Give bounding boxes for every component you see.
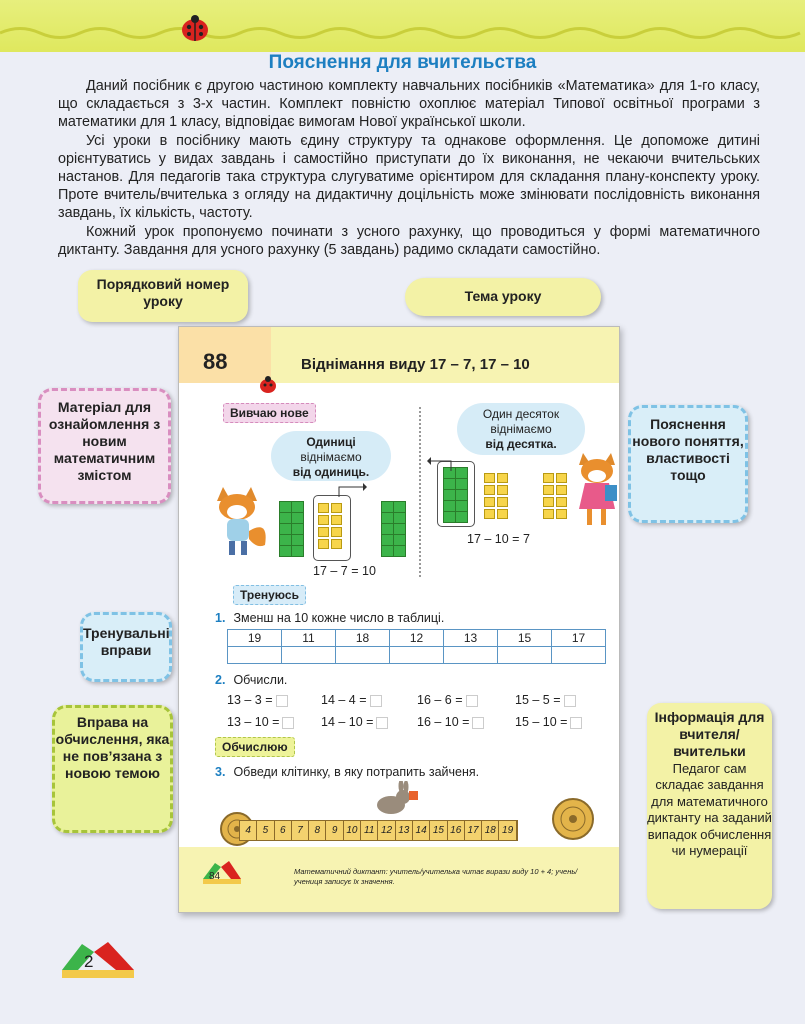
calc-item	[321, 715, 388, 729]
unit-cubes	[318, 503, 342, 549]
answer-box[interactable]	[570, 717, 582, 729]
intro-paragraph: Даний посібник є другою частиною комплекту навчальних посібників «Математика» для 1-го класу, що складається з 3-х частин. Комплект повністю охоплює матеріал Типової освітньої програми з математики для 1 класу, відповідає вимогам Нової української школи.	[58, 78, 760, 131]
answer-box[interactable]	[376, 717, 388, 729]
table-cell: 13	[444, 630, 498, 647]
ruler-cell[interactable]: 19	[499, 821, 516, 840]
tag-training: Тренуюсь	[233, 585, 306, 605]
ruler-cell[interactable]: 5	[257, 821, 274, 840]
ladybug-icon	[258, 376, 278, 394]
table-cell: 12	[390, 630, 444, 647]
intro-paragraph: Кожний урок пропонуємо починати з усного рахунку, що проводиться у формі математичного диктанту. Завдання для усного рахунку (5 завдань) радимо складати самостійно.	[58, 223, 760, 258]
table-cell: 18	[336, 630, 390, 647]
bubble-text: від одиниць.	[292, 465, 370, 479]
answer-box[interactable]	[370, 695, 382, 707]
callout-training: Тренувальні вправи	[80, 612, 172, 682]
bubble-text: віднімаємо	[300, 450, 362, 464]
ruler-cell[interactable]: 8	[309, 821, 326, 840]
page-number-badge	[60, 938, 136, 978]
lesson-card	[178, 326, 620, 913]
task-text: Обведи клітинку, в яку потрапить зайченя.	[233, 765, 480, 779]
ladybug-icon	[178, 14, 212, 44]
top-banner	[0, 0, 805, 52]
footnote: Математичний диктант: учитель/учителька читає вирази виду 10 + 4; учень/учениця записує їх значення.	[294, 867, 578, 886]
calc-item	[417, 693, 478, 707]
ruler-cell[interactable]: 15	[430, 821, 447, 840]
calc-expression: 16 – 10 =	[417, 715, 470, 729]
task-number: 3.	[215, 765, 226, 779]
ruler-cell[interactable]: 10	[344, 821, 361, 840]
arrow-icon	[425, 453, 455, 473]
answer-box[interactable]	[282, 717, 294, 729]
ruler-cell[interactable]: 11	[361, 821, 378, 840]
answer-box[interactable]	[466, 695, 478, 707]
answer-cell[interactable]	[390, 647, 444, 664]
ruler-cell[interactable]: 17	[465, 821, 482, 840]
page-roof-icon	[199, 857, 245, 885]
lesson-title: Віднімання виду 17 – 7, 17 – 10	[301, 356, 530, 373]
table-cell: 15	[498, 630, 552, 647]
task-text: Зменш на 10 кожне число в таблиці.	[233, 611, 445, 625]
decorative-cord	[0, 24, 805, 42]
answer-cell[interactable]	[444, 647, 498, 664]
lesson-number: 88	[203, 349, 228, 374]
intro-text	[58, 77, 760, 259]
ruler-cell[interactable]: 9	[326, 821, 343, 840]
number-ruler	[239, 820, 518, 841]
log-right-icon	[551, 797, 595, 841]
task-number: 1.	[215, 611, 226, 625]
table-cell: 11	[282, 630, 336, 647]
calc-expression: 16 – 6 =	[417, 693, 463, 707]
footer-page-number: 84	[209, 871, 221, 882]
bubble-text: Одиниці	[306, 435, 356, 449]
ruler-cell[interactable]: 16	[448, 821, 465, 840]
page-title: Пояснення для вчительства	[268, 52, 537, 73]
calc-item	[515, 715, 582, 729]
unit-cubes	[484, 473, 508, 519]
answer-cell[interactable]	[282, 647, 336, 664]
speech-bubble-right	[457, 403, 585, 455]
table-cell: 17	[552, 630, 606, 647]
table-cell: 19	[228, 630, 282, 647]
callout-calc-exercise: Вправа на обчислення, яка не пов’язана з новою темою	[52, 705, 173, 833]
ten-block	[279, 501, 304, 557]
calc-expression: 14 – 4 =	[321, 693, 367, 707]
calc-item	[515, 693, 576, 707]
task-1	[215, 611, 444, 625]
task-2	[215, 673, 287, 687]
task-number: 2.	[215, 673, 226, 687]
bubble-text: від десятка.	[485, 437, 557, 451]
answer-cell[interactable]	[498, 647, 552, 664]
answer-box[interactable]	[472, 717, 484, 729]
equation-right: 17 – 10 = 7	[467, 532, 530, 546]
ten-block	[381, 501, 406, 557]
ruler-cell[interactable]: 7	[292, 821, 309, 840]
answer-box[interactable]	[276, 695, 288, 707]
tag-new: Вивчаю нове	[223, 403, 316, 423]
calc-expression: 13 – 10 =	[227, 715, 280, 729]
table-row	[228, 647, 606, 664]
divider	[419, 407, 421, 577]
callout-teacher-info	[647, 703, 772, 909]
page-roof-icon	[60, 938, 136, 978]
bubble-text: Один десяток	[482, 407, 560, 421]
callout-lesson-topic: Тема уроку	[405, 278, 601, 316]
bubble-text: віднімаємо	[490, 422, 552, 436]
calc-item	[321, 693, 382, 707]
numbers-table	[227, 629, 606, 664]
equation-left: 17 – 7 = 10	[313, 564, 376, 578]
page-number: 2	[84, 952, 94, 971]
task-text: Обчисли.	[233, 673, 288, 687]
ruler-cell[interactable]: 18	[482, 821, 499, 840]
calc-expression: 13 – 3 =	[227, 693, 273, 707]
answer-cell[interactable]	[336, 647, 390, 664]
calc-expression: 15 – 5 =	[515, 693, 561, 707]
calc-item	[227, 693, 288, 707]
ruler-cell[interactable]: 14	[413, 821, 430, 840]
ruler-cell[interactable]: 12	[378, 821, 395, 840]
calc-item	[417, 715, 484, 729]
answer-box[interactable]	[564, 695, 576, 707]
fox-girl-character-icon	[575, 447, 619, 529]
bunny-icon	[369, 781, 421, 821]
tag-calc: Обчислюю	[215, 737, 295, 757]
calc-expression: 14 – 10 =	[321, 715, 374, 729]
intro-paragraph: Усі уроки в посібнику мають єдину структуру та однакове оформлення. Це допоможе дитині орієнтуватись у видах завдань і самостійно приступати до їх виконання, не чекаючи вчительських настанов. Для педагогів така структура слугуватиме орієнтиром для складання плану-конспекту уроку. Проте вчитель/вчителька з огляду на дидактичну доцільність може змінювати послідовність виконання завдань, їх кількість, частоту.	[58, 132, 760, 222]
lesson-header	[179, 327, 619, 383]
speech-bubble-left	[271, 431, 391, 481]
arrow-icon	[337, 479, 367, 499]
ruler-cell[interactable]: 13	[396, 821, 413, 840]
answer-cell[interactable]	[228, 647, 282, 664]
callout-new-material: Матеріал для ознайомлення з новим математичним змістом	[38, 388, 171, 504]
table-row	[228, 630, 606, 647]
calc-item	[227, 715, 294, 729]
callout-lesson-number: Порядковий номер уроку	[78, 270, 248, 322]
answer-cell[interactable]	[552, 647, 606, 664]
ruler-cell[interactable]: 4	[240, 821, 257, 840]
teacher-info-text: Педагог сам складає завдання для математичного диктанту на заданий випадок обчислення чи нумерації	[647, 761, 772, 859]
callout-explanation: Пояснення нового поняття, властивості тощо	[628, 405, 748, 523]
unit-cubes	[543, 473, 567, 519]
fox-character-icon	[209, 479, 271, 559]
teacher-info-title: Інформація для вчителя/ вчительки	[654, 709, 765, 759]
calc-expression: 15 – 10 =	[515, 715, 568, 729]
task-3	[215, 765, 479, 779]
ruler-cell[interactable]: 6	[275, 821, 292, 840]
